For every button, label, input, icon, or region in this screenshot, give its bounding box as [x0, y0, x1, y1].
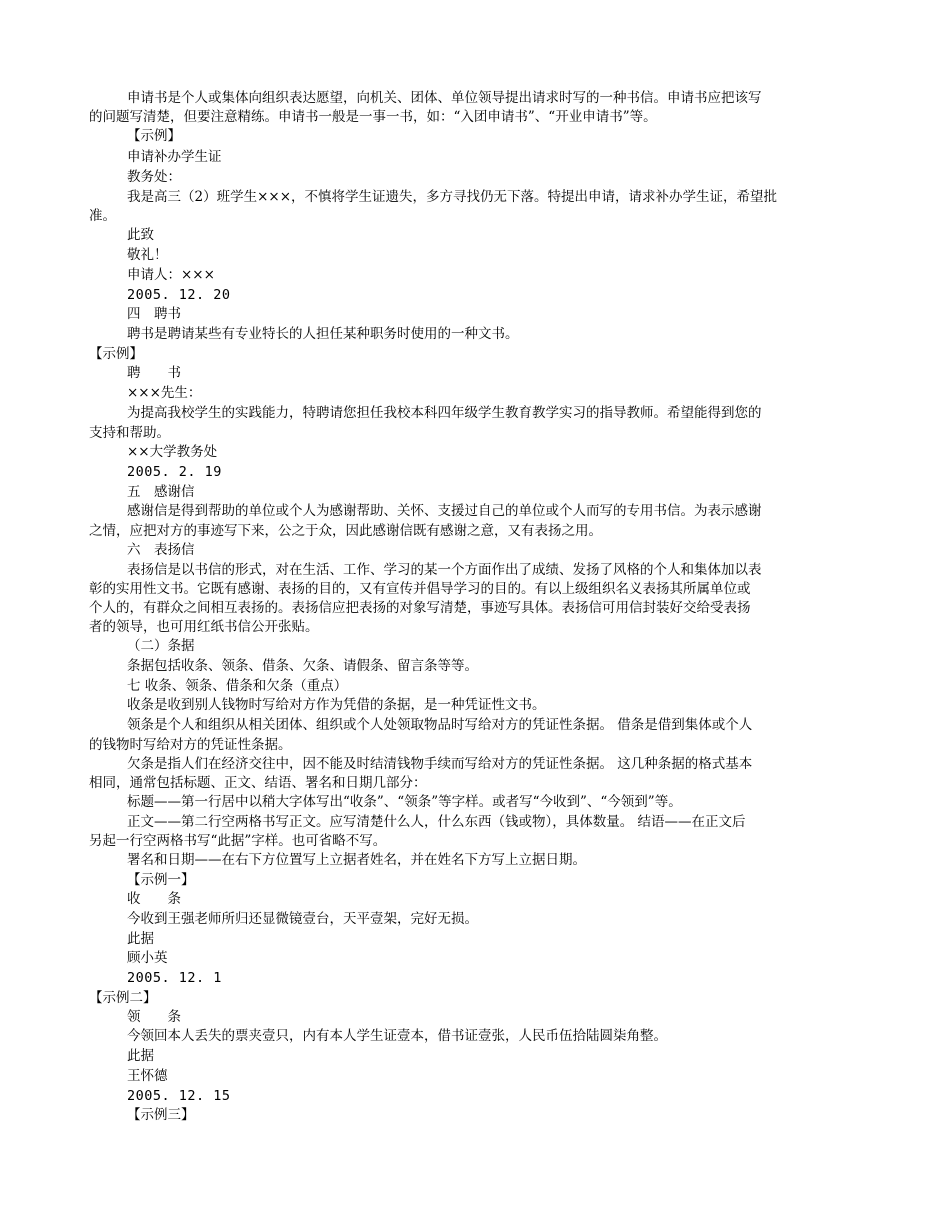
text-line: 2005. 12. 1	[127, 970, 222, 986]
text-line: 王怀德	[127, 1068, 168, 1084]
text-line: 个人的，有群众之间相互表扬的。表扬信应把表扬的对象写清楚，事迹写具体。表扬信可用信封装好交给受表扬	[89, 600, 751, 616]
text-line: 2005. 12. 15	[127, 1088, 231, 1104]
text-line: 另起一行空两格书写“此据”字样。也可省略不写。	[89, 833, 387, 849]
text-line: 之情，应把对方的事迹写下来，公之于众，因此感谢信既有感谢之意，又有表扬之用。	[89, 523, 602, 539]
text-line: 的问题写清楚，但要注意精练。申请书一般是一事一书，如：“入团申请书”、“开业申请书”等。	[89, 109, 657, 125]
section-heading: 四 聘书	[127, 306, 181, 322]
text-line: 正文——第二行空两格书写正文。应写清楚什么人，什么东西（钱或物），具体数量。 结语——在正文后	[127, 814, 746, 830]
text-line: 表扬信是以书信的形式，对在生活、工作、学习的某一个方面作出了成绩、发扬了风格的个人和集体加以表	[127, 562, 762, 578]
text-line: ××大学教务处	[127, 444, 218, 460]
text-line: 【示例三】	[127, 1107, 195, 1123]
text-line: 【示例一】	[127, 872, 195, 888]
text-line: 感谢信是得到帮助的单位或个人为感谢帮助、关怀、支援过自己的单位或个人而写的专用书信。为表示感谢	[127, 503, 762, 519]
text-line: 聘 书	[127, 365, 181, 381]
text-line: ×××先生：	[127, 385, 202, 401]
text-line: 申请人：×××	[127, 267, 215, 283]
text-line: 收条是收到别人钱物时写给对方作为凭借的条据，是一种凭证性文书。	[127, 697, 546, 713]
text-line: 为提高我校学生的实践能力，特聘请您担任我校本科四年级学生教育教学实习的指导教师。希望能得到您的	[127, 405, 762, 421]
text-line: 2005. 12. 20	[127, 287, 231, 303]
text-line: 的钱物时写给对方的凭证性条据。	[89, 737, 292, 753]
text-line: 顾小英	[127, 950, 168, 966]
text-line: 今领回本人丢失的票夹壹只，内有本人学生证壹本，借书证壹张，人民币伍拾陆圆柒角整。	[127, 1028, 667, 1044]
text-line: 此据	[127, 1048, 154, 1064]
text-line: 申请书是个人或集体向组织表达愿望，向机关、团体、单位领导提出请求时写的一种书信。申请书应把该写	[127, 90, 762, 106]
text-line: 署名和日期——在右下方位置写上立据者姓名，并在姓名下方写上立据日期。	[127, 852, 586, 868]
text-line: 领 条	[127, 1009, 181, 1025]
text-line: 教务处：	[127, 169, 181, 185]
text-line: 【示例】	[89, 346, 143, 362]
text-line: 申请补办学生证	[127, 149, 222, 165]
text-line: 条据包括收条、领条、借条、欠条、请假条、留言条等等。	[127, 658, 478, 674]
text-line: 支持和帮助。	[89, 425, 170, 441]
text-line: 收 条	[127, 891, 181, 907]
text-line: 标题——第一行居中以稍大字体写出“收条”、“领条”等字样。或者写“今收到”、“今领到”等。	[127, 794, 682, 810]
text-line: 2005. 2. 19	[127, 464, 222, 480]
text-line: 彰的实用性文书。它既有感谢、表扬的目的，又有宣传并倡导学习的目的。有以上级组织名义表扬其所属单位或	[89, 581, 751, 597]
text-line: 相同，通常包括标题、正文、结语、署名和日期几部分：	[89, 775, 427, 791]
section-heading: 五 感谢信	[127, 484, 195, 500]
section-heading: （二）条据	[127, 638, 195, 654]
text-line: 我是高三（2）班学生×××，不慎将学生证遗失，多方寻找仍无下落。特提出申请，请求补办学生证，希望批	[127, 189, 778, 205]
text-line: 领条是个人和组织从相关团体、组织或个人处领取物品时写给对方的凭证性条据。 借条是借到集体或个人	[127, 717, 753, 733]
text-line: 者的领导，也可用红纸书信公开张贴。	[89, 619, 319, 635]
text-line: 此据	[127, 931, 154, 947]
text-line: 【示例】	[127, 128, 181, 144]
text-line: 此致	[127, 227, 154, 243]
section-heading: 六 表扬信	[127, 542, 195, 558]
text-line: 今收到王强老师所归还显微镜壹台，天平壹架，完好无损。	[127, 911, 478, 927]
text-line: 欠条是指人们在经济交往中，因不能及时结清钱物手续而写给对方的凭证性条据。 这几种条据的格式基本	[127, 756, 753, 772]
text-line: 聘书是聘请某些有专业特长的人担任某种职务时使用的一种文书。	[127, 326, 519, 342]
text-line: 准。	[89, 208, 116, 224]
text-line: 敬礼！	[127, 247, 168, 263]
section-heading: 七 收条、领条、借条和欠条（重点）	[127, 678, 348, 694]
text-line: 【示例二】	[89, 990, 157, 1006]
